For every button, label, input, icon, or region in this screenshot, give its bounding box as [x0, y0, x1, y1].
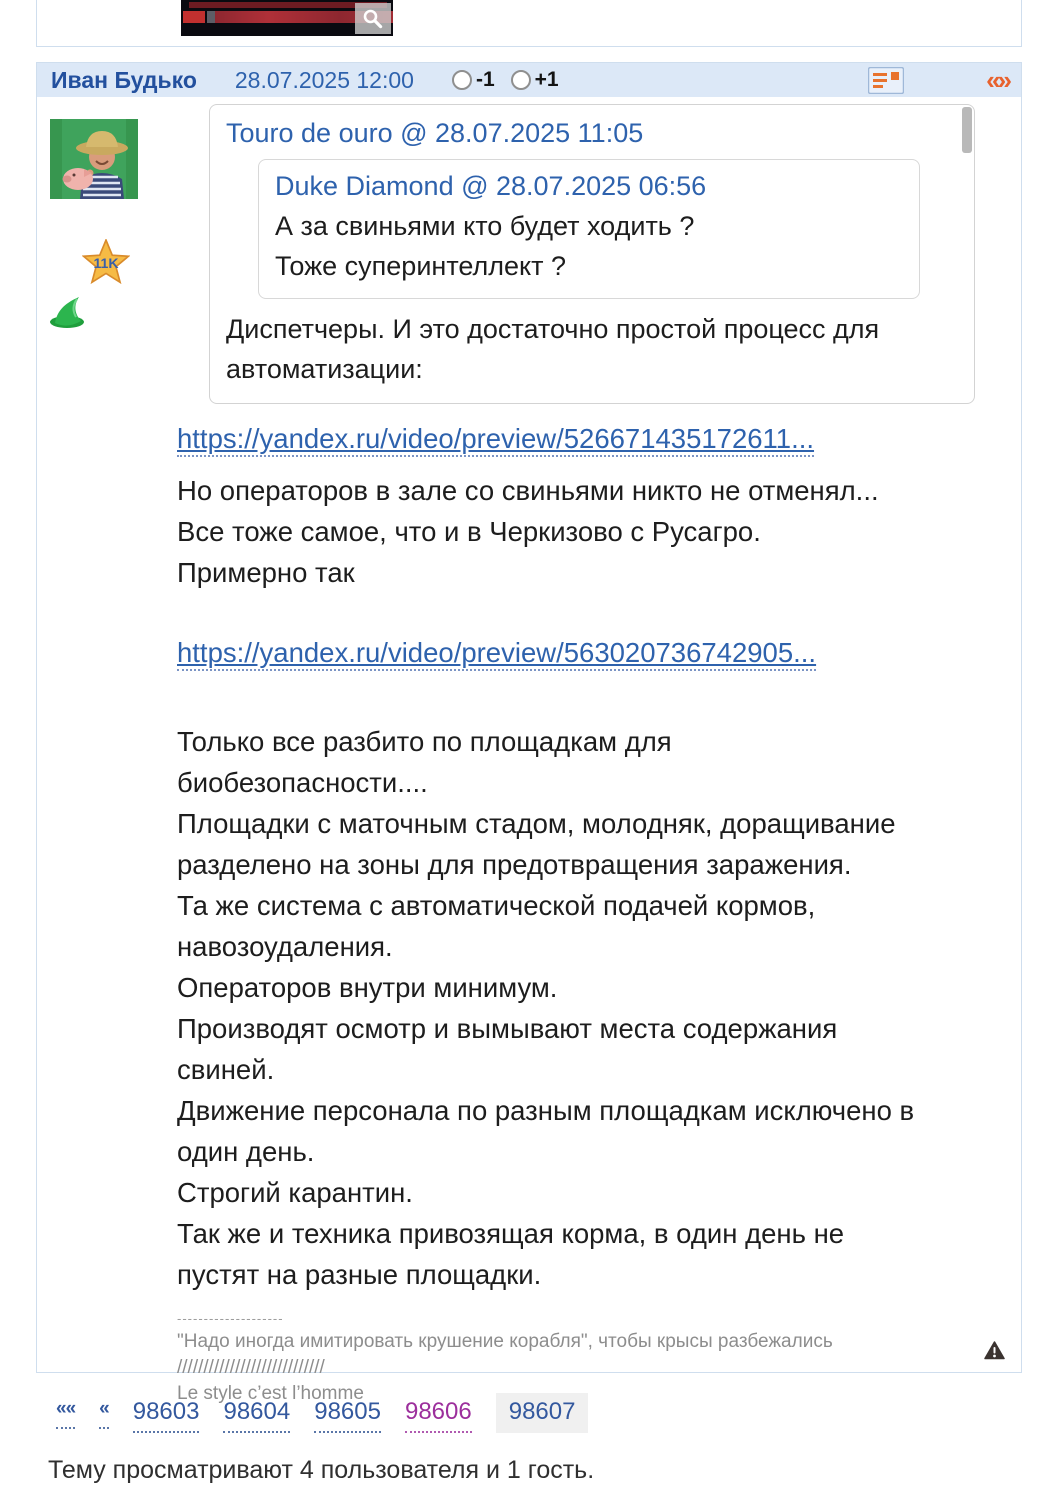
text-line: Площадки с маточным стадом, молодняк, доращивание: [177, 808, 896, 839]
text-line: свиней.: [177, 1054, 275, 1085]
quote-scrollbar[interactable]: [962, 107, 972, 153]
text-line: Строгий карантин.: [177, 1177, 413, 1208]
page-link[interactable]: 98605: [314, 1398, 381, 1433]
forum-post: [36, 62, 1022, 1404]
text-line: Та же система с автоматической подачей кормов,: [177, 890, 816, 921]
text-line: Только все разбито по площадкам для: [177, 726, 672, 757]
vote-controls: [452, 68, 571, 92]
text-line: Операторов внутри минимум.: [177, 972, 558, 1003]
text-line: Но операторов в зале со свиньями никто не отменял...: [177, 475, 879, 506]
text-line: Так же и техника привозящая корма, в один день не: [177, 1218, 845, 1249]
page-link[interactable]: 98603: [133, 1398, 200, 1433]
signature-line: Le style c’est l’homme: [177, 1383, 364, 1404]
vote-down-radio[interactable]: [452, 70, 472, 90]
paragraph-1: [177, 470, 975, 593]
post-header-right: [868, 65, 1009, 96]
video-link-2[interactable]: https://yandex.ru/video/preview/563020736742905...: [177, 637, 816, 671]
post-author-link[interactable]: Иван Будько: [51, 66, 197, 93]
quote-outer-header-link[interactable]: Touro de ouro @ 28.07.2025 11:05: [226, 118, 644, 148]
page-link[interactable]: 98604: [223, 1398, 290, 1433]
pagination-prev-link[interactable]: «: [99, 1398, 109, 1429]
report-post-button[interactable]: [984, 1341, 1005, 1365]
profile-card-button[interactable]: [868, 67, 904, 94]
text-line: один день.: [177, 1136, 315, 1167]
video-link-2-row: [177, 637, 975, 669]
page-link[interactable]: 98607: [496, 1393, 589, 1433]
star-badge-count: 11K: [93, 255, 119, 272]
quote-text-line: А за свиньями кто будет ходить ?: [275, 211, 695, 241]
magnifier-icon: [362, 8, 384, 30]
paragraph-2: [177, 721, 975, 1295]
pagination-pages: [133, 1398, 589, 1433]
warning-icon: [984, 1341, 1005, 1360]
quote-outer-text: [226, 309, 958, 389]
vote-down-label: -1: [475, 68, 495, 91]
post-nav-arrows[interactable]: «»: [986, 64, 1009, 95]
video-link-1-row: [177, 423, 975, 455]
post-body: [37, 97, 1021, 1407]
text-line: пустят на разные площадки.: [177, 1259, 542, 1290]
signature-divider: --------------------: [177, 1311, 284, 1326]
text-line: Примерно так: [177, 557, 355, 588]
post-timestamp: 28.07.2025 12:00: [234, 66, 414, 93]
quote-inner-text: [275, 206, 903, 286]
signature-line: ////////////////////////////: [177, 1357, 325, 1378]
video-thumbnail[interactable]: [181, 0, 393, 36]
text-line: Движение персонала по разным площадкам исключено в: [177, 1095, 915, 1126]
quote-block-inner: [258, 159, 920, 299]
post-header: [37, 63, 1021, 97]
postcard-icon: [868, 67, 904, 94]
previous-post-fragment: [36, 0, 1022, 47]
text-line: разделено на зоны для предотвращения заражения.: [177, 849, 852, 880]
text-line: биобезопасности....: [177, 767, 428, 798]
zoom-image-button[interactable]: [355, 3, 391, 34]
quote-text-line: Диспетчеры. И это достаточно простой процесс для: [226, 314, 880, 344]
quote-inner-header-link[interactable]: Duke Diamond @ 28.07.2025 06:56: [275, 171, 707, 201]
vote-up-label: +1: [534, 68, 559, 91]
thumbnail-time-box: [183, 11, 205, 23]
pagination: [56, 1398, 588, 1433]
text-line: Производят осмотр и вымывают места содержания: [177, 1013, 838, 1044]
quote-text-line: Тоже суперинтеллект ?: [275, 251, 567, 281]
text-line: Все тоже самое, что и в Черкизово с Русагро.: [177, 516, 761, 547]
topic-viewers-text: Тему просматривают 4 пользователя и 1 гость.: [48, 1456, 595, 1484]
video-link-1[interactable]: https://yandex.ru/video/preview/526671435172611...: [177, 423, 814, 457]
quote-text-line: автоматизации:: [226, 354, 423, 384]
signature-line: "Надо иногда имитировать крушение корабля", чтобы крысы разбежались: [177, 1331, 833, 1352]
quote-block-outer: [209, 104, 975, 404]
pagination-first-link[interactable]: ««: [56, 1398, 75, 1429]
vote-up-radio[interactable]: [511, 70, 531, 90]
text-line: навозоудаления.: [177, 931, 393, 962]
page-link[interactable]: 98606: [405, 1398, 472, 1433]
